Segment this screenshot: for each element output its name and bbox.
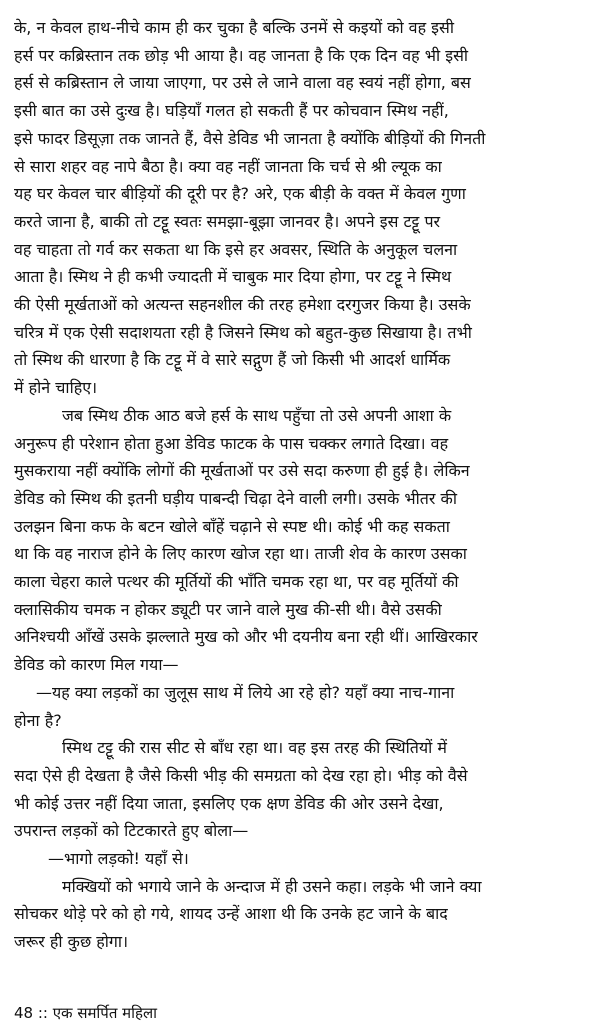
text-line: —यह क्या लड़कों का जुलूस साथ में लिये आ रहे हो? यहाँ क्या नाच-गाना bbox=[36, 682, 455, 702]
text-line: —भागो लड़को! यहाँ से। bbox=[48, 849, 189, 868]
text-line: डेविड को कारण मिल गया— bbox=[14, 655, 179, 675]
text-line: करते जाना है, बाकी तो टट्टू स्वतः समझा-बूझा जानवर है। अपने इस टट्टू पर bbox=[14, 211, 441, 231]
text-line: हर्स पर कब्रिस्तान तक छोड़ भी आया है। वह जानता है कि एक दिन वह भी इसी bbox=[14, 45, 469, 65]
text-line: वह चाहता तो गर्व कर सकता था कि इसे हर अवसर, स्थिति के अनुकूल चलना bbox=[14, 239, 458, 259]
text-line: में होने चाहिए। bbox=[14, 378, 98, 398]
text-line: था कि वह नाराज होने के लिए कारण खोज रहा था। ताजी शेव के कारण उसका bbox=[14, 544, 467, 564]
text-line: अनिश्चयी आँखें उसके झल्लाते मुख को और भी दयनीय बना रही थीं। आखिरकार bbox=[14, 627, 478, 647]
text-line: के, न केवल हाथ-नीचे काम ही कर चुका है बल्कि उनमें से कइयों को वह इसी bbox=[14, 18, 454, 37]
text-line: क्लासिकीय चमक न होकर ड्यूटी पर जाने वाले मुख की-सी थी। वैसे उसकी bbox=[14, 599, 442, 619]
page-footer: 48 :: एक समर्पित महिला bbox=[14, 1004, 158, 1022]
text-line: से सारा शहर वह नापे बैठा है। क्या वह नहीं जानता कि चर्च से श्री ल्यूक का bbox=[14, 156, 442, 176]
text-line: इसे फादर डिसूज़ा तक जानते हैं, वैसे डेविड भी जानता है क्योंकि बीड़ियों की गिनती bbox=[14, 128, 486, 148]
text-line: काला चेहरा काले पत्थर की मूर्तियों की भाँति चमक रहा था, पर वह मूर्तियों की bbox=[14, 572, 459, 591]
text-line: उपरान्त लड़कों को टिटकारते हुए बोला— bbox=[14, 821, 249, 841]
text-line: चरित्र में एक ऐसी सदाशयता रही है जिसने स्मिथ को बहुत-कुछ सिखाया है। तभी bbox=[14, 322, 472, 342]
text-line: मक्खियों को भगाये जाने के अन्दाज में ही उसने कहा। लड़के भी जाने क्या bbox=[62, 876, 482, 896]
text-line: डेविड को स्मिथ की इतनी घड़ीय पाबन्दी चिढ़ा देने वाली लगी। उसके भीतर की bbox=[14, 488, 457, 508]
text-line: यह घर केवल चार बीड़ियों की दूरी पर है? अरे, एक बीड़ी के वक्त में केवल गुणा bbox=[14, 184, 466, 204]
text-line: हर्स से कब्रिस्तान ले जाया जाएगा, पर उसे ले जाने वाला वह स्वयं नहीं होगा, बस bbox=[14, 73, 471, 93]
text-line: मुसकराया नहीं क्योंकि लोगों की मूर्खताओं पर उसे सदा करुणा ही हुई है। लेकिन bbox=[14, 461, 470, 481]
text-line: उलझन बिना कफ के बटन खोले बाँहें चढ़ाने से स्पष्ट थी। कोई भी कह सकता bbox=[14, 516, 450, 536]
text-line: सोचकर थोड़े परे को हो गये, शायद उन्हें आशा थी कि उनके हट जाने के बाद bbox=[14, 904, 448, 924]
text-line: की ऐसी मूर्खताओं को अत्यन्त सहनशील की तरह हमेशा दरगुजर किया है। उसके bbox=[14, 295, 471, 314]
text-line: अनुरूप ही परेशान होता हुआ डेविड फाटक के पास चक्कर लगाते दिखा। वह bbox=[14, 433, 449, 453]
text-line: सदा ऐसे ही देखता है जैसे किसी भीड़ की समग्रता को देख रहा हो। भीड़ को वैसे bbox=[14, 765, 468, 785]
text-line: स्मिथ टट्टू की रास सीट से बाँध रहा था। वह इस तरह की स्थितियों में bbox=[62, 738, 447, 758]
text-line: जरूर ही कुछ होगा। bbox=[14, 932, 129, 952]
text-line: आता है। स्मिथ ने ही कभी ज्यादती में चाबुक मार दिया होगा, पर टट्टू ने स्मिथ bbox=[14, 267, 452, 287]
text-line: जब स्मिथ ठीक आठ बजे हर्स के साथ पहुँचा तो उसे अपनी आशा के bbox=[62, 405, 452, 425]
text-line: भी कोई उत्तर नहीं दिया जाता, इसलिए एक क्षण डेविड की ओर उसने देखा, bbox=[14, 793, 444, 813]
text-line: तो स्मिथ की धारणा है कि टट्टू में वे सारे सद्गुण हैं जो किसी भी आदर्श धार्मिक bbox=[14, 350, 451, 370]
text-line: होना है? bbox=[14, 710, 62, 730]
text-line: इसी बात का उसे दुःख है। घड़ियाँ गलत हो सकती हैं पर कोचवान स्मिथ नहीं, bbox=[14, 101, 449, 121]
